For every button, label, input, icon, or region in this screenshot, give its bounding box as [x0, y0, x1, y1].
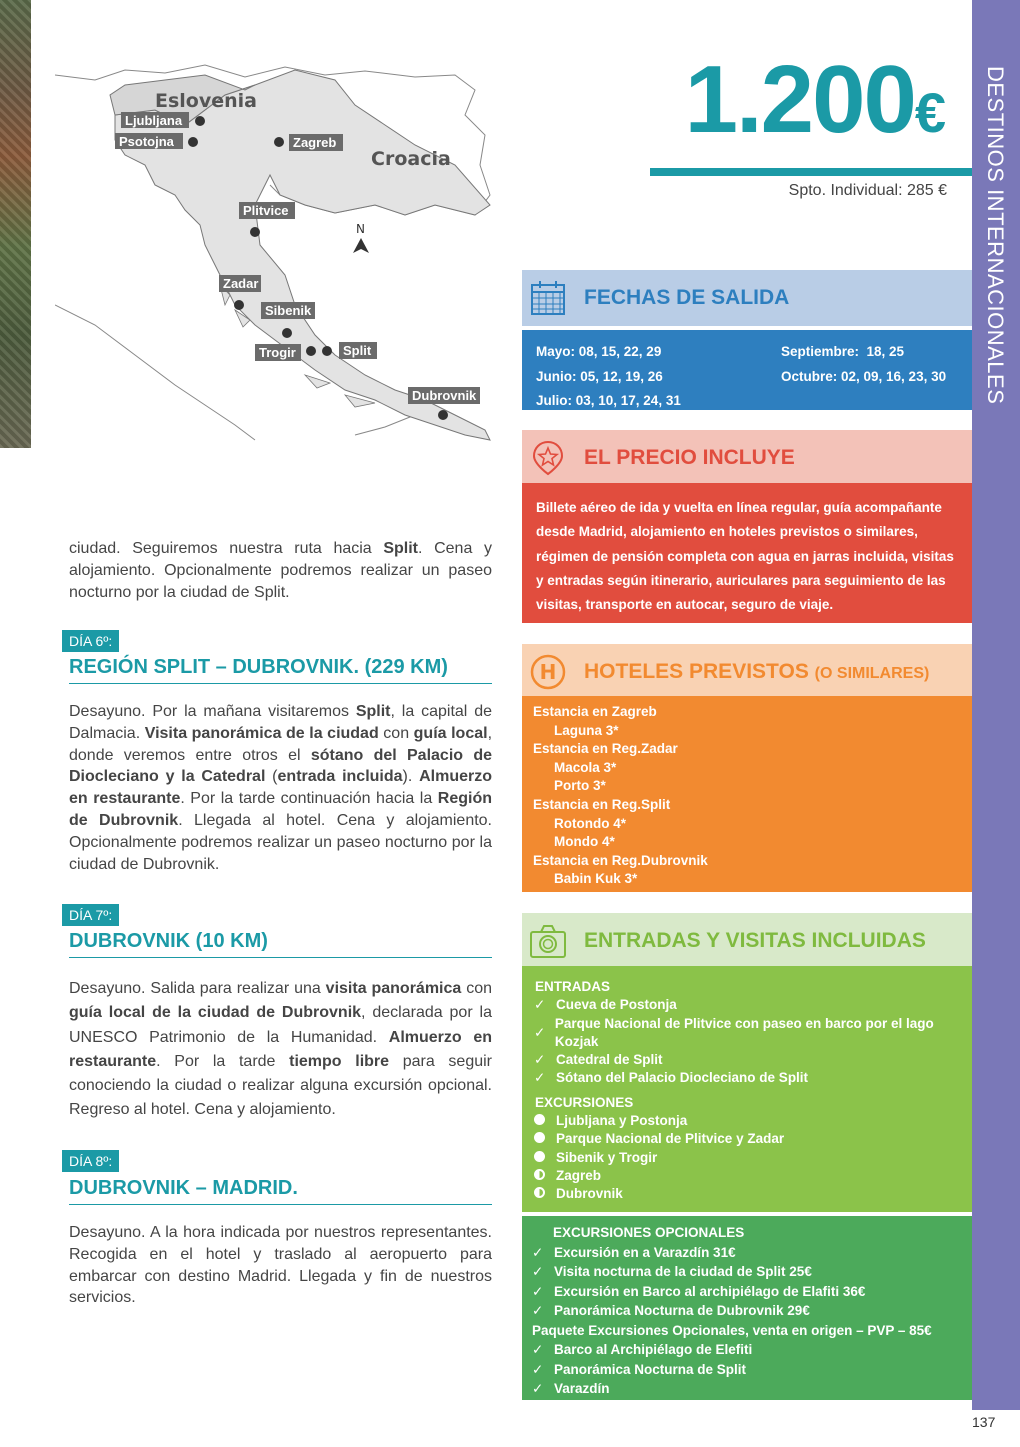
entradas-label: ENTRADAS [535, 979, 611, 994]
opcionales-label: EXCURSIONES OPCIONALES [553, 1225, 745, 1240]
price-amount: 1.200€ [684, 46, 944, 153]
hoteles-title: HOTELES PREVISTOS (O SIMILARES) [584, 660, 930, 683]
check-icon: ✓ [534, 997, 546, 1013]
hotel-row: Laguna 3* [554, 722, 619, 738]
entradas-header [522, 913, 972, 969]
day-6-paragraph: Desayuno. Por la mañana visitaremos Split, la capital de Dalmacia. Visita panorámica de la ciudad con guía local, donde veremos entre otros el sótano del Palacio de Diocleciano y la Catedral (entrada incluida). Almuerzo en restaurante. Por la tarde continuación hacia la Región de Dubrovnik. Llegada al hotel. Cena y alojamiento. Opcionalmente podremos realizar un paseo nocturno por la ciudad de Dubrovnik. [69, 703, 493, 873]
hoteles-body [522, 696, 972, 892]
svg-text:Zadar: Zadar [223, 276, 259, 291]
check-icon: ✓ [532, 1264, 544, 1279]
list-item: ✓ Parque Nacional de Plitvice con paseo en barco por el lago Kozjak [534, 1015, 934, 1049]
hotel-icon [528, 652, 568, 692]
svg-text:Split: Split [343, 343, 372, 358]
map-country-slovenia: Eslovenia [155, 90, 257, 112]
svg-text:Zagreb: Zagreb [293, 135, 337, 150]
fechas-body [522, 330, 972, 410]
north-arrow-icon [353, 222, 369, 253]
fecha-mayo: Mayo: 08, 15, 22, 29 [536, 344, 662, 359]
hotel-row: Estancia en Zagreb [533, 704, 657, 719]
half-day-dot-icon [534, 1169, 545, 1180]
photo-strip [0, 0, 31, 448]
list-item: Dubrovnik [534, 1185, 960, 1203]
check-icon: ✓ [534, 1070, 546, 1086]
svg-text:H: H [539, 660, 557, 684]
fechas-header [522, 270, 972, 326]
page-number: 137 [972, 1414, 996, 1430]
check-icon: ✓ [534, 1052, 546, 1068]
half-day-dot-icon [534, 1187, 545, 1198]
list-item: ✓ Cueva de Postonja [534, 996, 960, 1014]
day-7-title: DUBROVNIK (10 KM) [69, 930, 492, 958]
fechas-title: FECHAS DE SALIDA [584, 286, 790, 309]
map-country-croatia: Croacia [371, 148, 451, 170]
sidebar-label-wrap [972, 0, 1020, 1410]
hotel-row: Estancia en Reg.Split [533, 796, 671, 812]
incluye-header [522, 430, 972, 486]
hotel-row: Mondo 4* [554, 834, 615, 850]
hotel-row: Macola 3* [554, 759, 617, 775]
svg-text:N: N [356, 222, 365, 236]
full-day-dot-icon [534, 1132, 545, 1143]
list-item: ✓ Visita nocturna de la ciudad de Split 25€ [532, 1262, 962, 1282]
hotel-row: Estancia en Reg.Dubrovnik [533, 852, 708, 868]
fecha-junio: Junio: 05, 12, 19, 26 [536, 368, 663, 384]
fecha-septiembre: Septiembre: 18, 25 [781, 344, 905, 359]
excursiones-label: EXCURSIONES [535, 1094, 634, 1110]
star-badge-icon [528, 438, 568, 478]
single-supplement: Spto. Individual: 285 € [788, 182, 947, 199]
check-icon: ✓ [532, 1303, 544, 1318]
day-8-tag: DÍA 8º: [62, 1150, 119, 1172]
intro-paragraph: ciudad. Seguiremos nuestra ruta hacia Split. Cena y alojamiento. Opcionalmente podremos realizar un paseo nocturno por la ciudad de Split. [69, 540, 492, 601]
list-item: Sibenik y Trogir [534, 1149, 960, 1167]
fechas-left-column [536, 340, 681, 414]
fecha-octubre: Octubre: 02, 09, 16, 23, 30 [781, 368, 947, 384]
price-underline [650, 168, 972, 176]
full-day-dot-icon [534, 1114, 545, 1125]
camera-icon [528, 921, 568, 961]
sidebar-label: DESTINOS INTERNACIONALES [983, 66, 1008, 405]
day-6-title: REGIÓN SPLIT – DUBROVNIK. (229 KM) [69, 656, 492, 684]
check-icon: ✓ [532, 1381, 544, 1396]
list-item: ✓ Excursión en Barco al archipiélago de Elafiti 36€ [532, 1282, 962, 1302]
fecha-julio: Julio: 03, 10, 17, 24, 31 [536, 393, 681, 408]
list-item: ✓ Panorámica Nocturna de Dubrovnik 29€ [532, 1301, 962, 1321]
svg-text:Plitvice: Plitvice [243, 203, 289, 218]
list-item: ✓ Varazdín [532, 1379, 962, 1399]
list-item: ✓ Sótano del Palacio Diocleciano de Split [534, 1069, 960, 1087]
incluye-body: Billete aéreo de ida y vuelta en línea regular, guía acompañante desde Madrid, alojamiento en hoteles previstos o similares, régimen de pensión completa con agua en jarras incluida, visitas y entradas según itinerario, auriculares para seguimiento de las visitas, transporte en autocar, seguro de viaje. [522, 483, 972, 623]
fechas-right-column [781, 340, 946, 389]
croatia-map [55, 55, 495, 445]
day-6-tag: DÍA 6º: [62, 630, 119, 652]
check-icon: ✓ [534, 1024, 546, 1040]
map-coast-south [355, 415, 415, 435]
list-item: ✓ Barco al Archipiélago de Elefiti [532, 1340, 962, 1360]
list-item: ✓ Panorámica Nocturna de Split [532, 1360, 962, 1380]
calendar-icon [528, 278, 568, 318]
hotel-row: Rotondo 4* [554, 815, 626, 831]
day-7-tag: DÍA 7º: [62, 904, 119, 926]
full-day-dot-icon [534, 1151, 545, 1162]
opcionales-paquete: Paquete Excursiones Opcionales, venta en origen – PVP – 85€ [532, 1322, 932, 1338]
list-item: Ljubljana y Postonja [534, 1112, 960, 1130]
list-item: Zagreb [534, 1167, 960, 1185]
check-icon: ✓ [532, 1283, 544, 1299]
svg-text:Sibenik: Sibenik [265, 303, 312, 318]
hotel-row: Estancia en Reg.Zadar [533, 741, 678, 757]
opcionales-body [522, 1216, 972, 1400]
day-8-title: DUBROVNIK – MADRID. [69, 1177, 492, 1205]
map-coast-west [55, 305, 255, 440]
svg-text:Trogir: Trogir [259, 345, 296, 360]
day-7-paragraph: Desayuno. Salida para realizar una visita panorámica con guía local de la ciudad de Dubrovnik, declarada por la UNESCO Patrimonio de la Humanidad. Almuerzo en restaurante. Por la tarde tiempo libre para seguir conociendo la ciudad o realizar alguna excursión opcional. Regreso al hotel. Cena y alojamiento. [69, 980, 493, 1119]
svg-text:Ljubljana: Ljubljana [125, 113, 183, 128]
hotel-row: Babin Kuk 3* [554, 871, 638, 887]
check-icon: ✓ [532, 1342, 544, 1357]
day-8-paragraph: Desayuno. A la hora indicada por nuestros representantes. Recogida en el hotel y traslado al aeropuerto para embarcar con destino Madrid. Llegada y fin de nuestros servicios. [69, 1224, 492, 1307]
svg-text:Dubrovnik: Dubrovnik [412, 388, 477, 403]
entradas-title: ENTRADAS Y VISITAS INCLUIDAS [584, 929, 926, 952]
incluye-title: EL PRECIO INCLUYE [584, 446, 795, 469]
svg-text:Psotojna: Psotojna [119, 134, 174, 149]
entradas-body [522, 966, 972, 1212]
list-item: ✓ Excursión en a Varazdín 31€ [532, 1243, 962, 1263]
hoteles-header [522, 644, 972, 700]
check-icon: ✓ [532, 1244, 544, 1260]
list-item: ✓ Catedral de Split [534, 1051, 960, 1069]
list-item: Parque Nacional de Plitvice y Zadar [534, 1130, 960, 1148]
check-icon: ✓ [532, 1361, 544, 1377]
hotel-row: Porto 3* [554, 778, 606, 794]
